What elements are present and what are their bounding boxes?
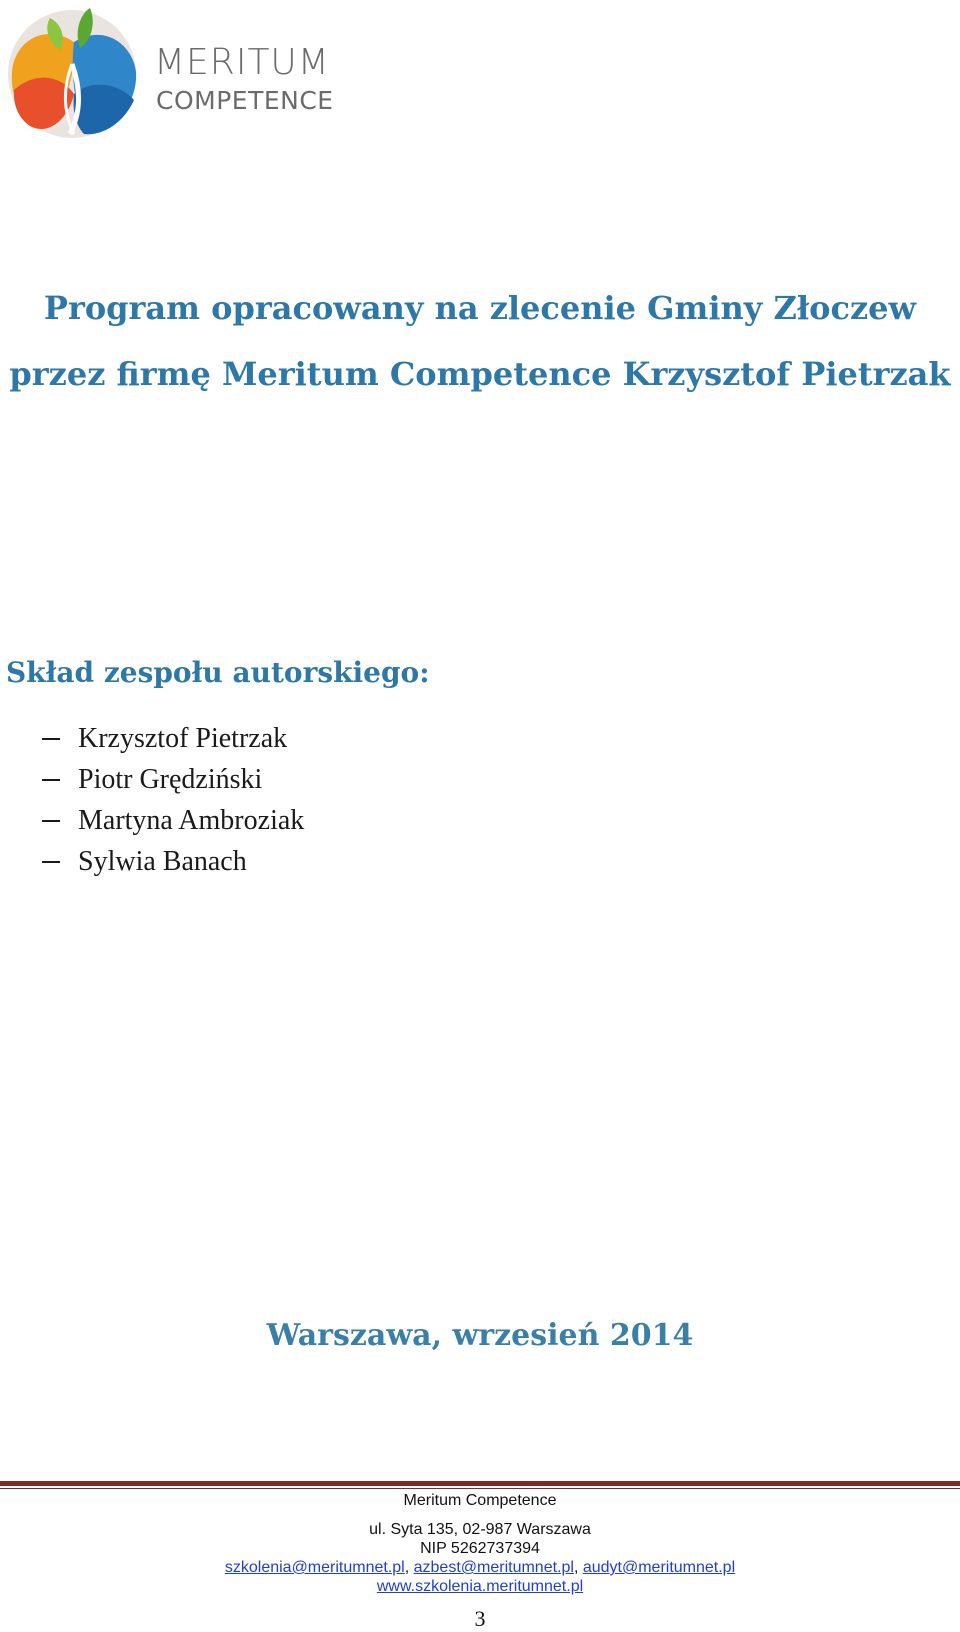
email-link-azbest[interactable]: azbest@meritumnet.pl	[413, 1559, 574, 1576]
email-separator: ,	[573, 1559, 583, 1576]
list-item	[42, 800, 304, 841]
email-separator: ,	[404, 1559, 414, 1576]
footer-nip: NIP 5262737394	[420, 1540, 540, 1557]
dash-bullet-icon	[42, 820, 60, 822]
list-item	[42, 759, 304, 800]
footer-company: Meritum Competence	[403, 1492, 557, 1509]
footer-website	[0, 1578, 960, 1596]
page-number: 3	[474, 1606, 486, 1631]
place-and-date: Warszawa, wrzesień 2014	[266, 1318, 694, 1353]
document-title-line1: Program opracowany na zlecenie Gminy Złoczew	[43, 289, 917, 327]
logo-wordmark-line1: MERITUM	[154, 42, 330, 83]
dash-bullet-icon	[42, 779, 60, 781]
team-member-name: Krzysztof Pietrzak	[78, 722, 288, 754]
team-member-name: Piotr Grędziński	[78, 763, 263, 795]
footer-emails	[0, 1559, 960, 1577]
team-heading: Skład zespołu autorskiego:	[6, 656, 430, 689]
team-member-name: Sylwia Banach	[78, 845, 247, 877]
email-link-szkolenia[interactable]: szkolenia@meritumnet.pl	[224, 1559, 405, 1576]
dash-bullet-icon	[42, 738, 60, 740]
list-item	[42, 718, 304, 759]
footer-divider	[0, 1481, 960, 1486]
company-logo	[4, 2, 334, 142]
team-member-list	[42, 718, 304, 882]
dash-bullet-icon	[42, 861, 60, 863]
footer-divider-thin	[0, 1488, 960, 1489]
list-item	[42, 841, 304, 882]
footer-address: ul. Syta 135, 02-987 Warszawa	[369, 1521, 591, 1538]
document-title-line2: przez firmę Meritum Competence Krzysztof Pietrzak	[9, 355, 951, 393]
logo-wordmark-line2: COMPETENCE	[156, 86, 334, 115]
team-member-name: Martyna Ambroziak	[78, 804, 305, 836]
meritum-logo-icon	[4, 2, 144, 142]
website-link[interactable]: www.szkolenia.meritumnet.pl	[376, 1578, 584, 1595]
email-link-audyt[interactable]: audyt@meritumnet.pl	[582, 1559, 736, 1576]
